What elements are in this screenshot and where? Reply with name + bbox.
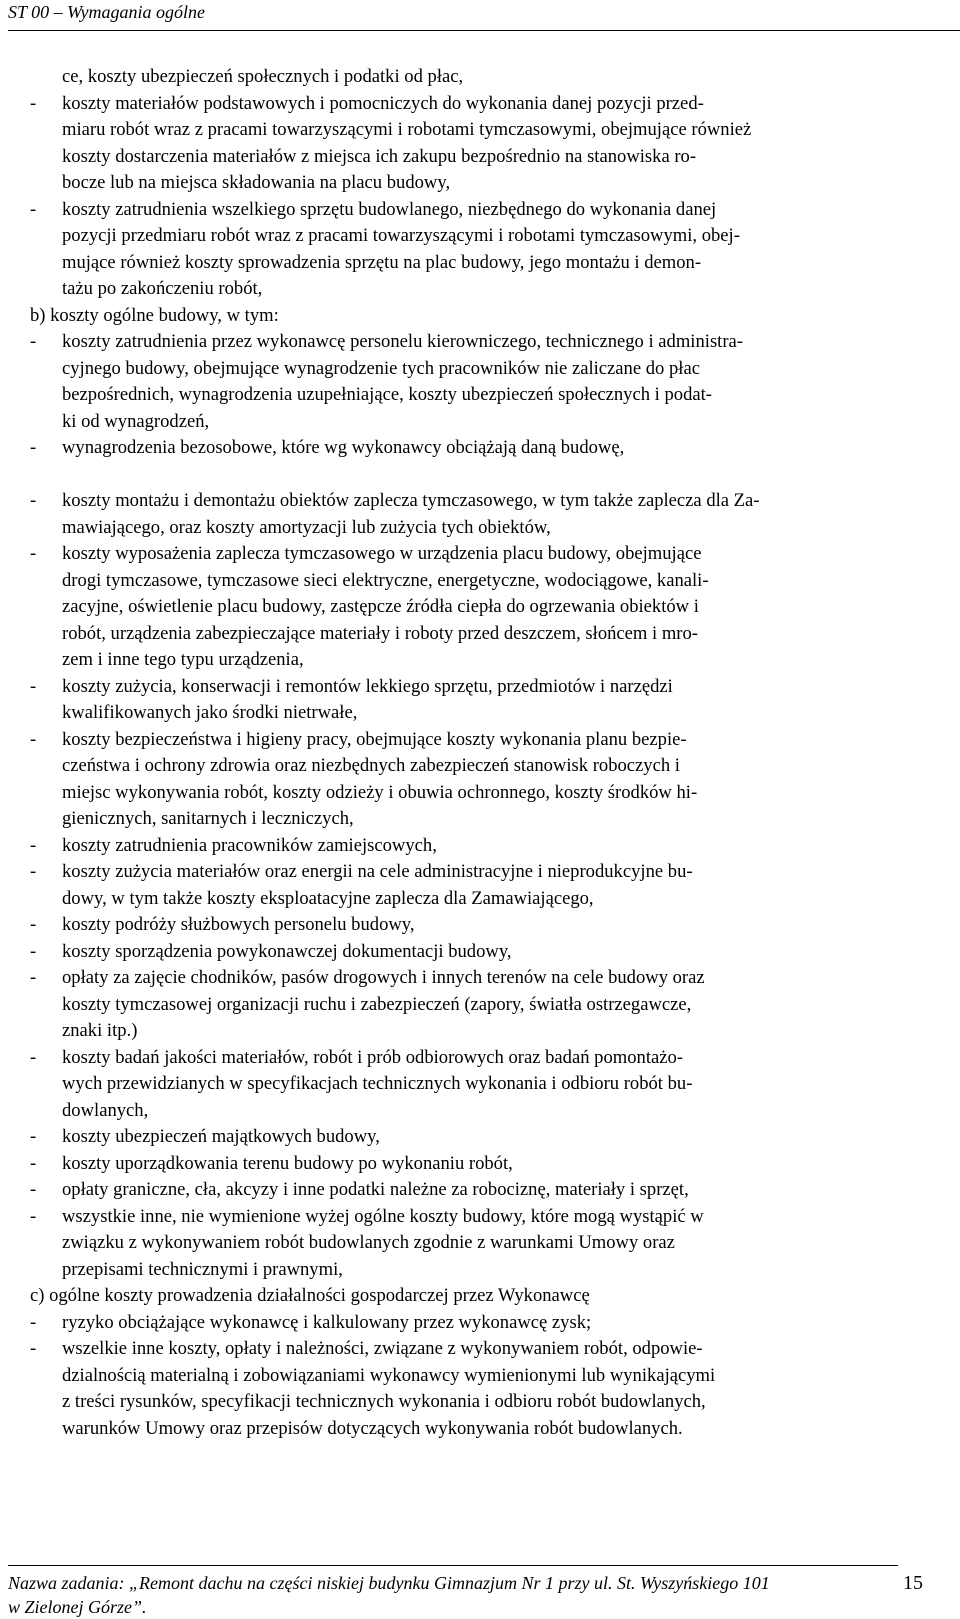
- line-text: zacyjne, oświetlenie placu budowy, zastępcze źródła ciepła do ogrzewania obiektów i: [62, 596, 699, 617]
- line-text: koszty bezpieczeństwa i higieny pracy, obejmujące koszty wykonania planu bezpie-: [62, 728, 687, 750]
- list-bullet: -: [30, 198, 37, 220]
- line-text: związku z wykonywaniem robót budowlanych zgodnie z warunkami Umowy oraz: [62, 1232, 675, 1253]
- line-text: koszty montażu i demontażu obiektów zaplecza tymczasowego, w tym także zaplecza dla Za-: [62, 490, 760, 511]
- line-text: wszelkie inne koszty, opłaty i należności, związane z wykonywaniem robót, odpowie-: [62, 1338, 703, 1359]
- page-number: 15: [903, 1572, 923, 1594]
- footer-task-name: [8, 1571, 770, 1619]
- line-text: opłaty za zajęcie chodników, pasów drogowych i innych terenów na cele budowy oraz: [62, 967, 705, 988]
- list-bullet: -: [30, 940, 37, 962]
- list-item-line: [30, 435, 930, 462]
- line-text: znaki itp.): [62, 1020, 138, 1041]
- continuation-line: [30, 144, 930, 171]
- continuation-line: [30, 117, 930, 144]
- line-text: przepisami technicznymi i prawnymi,: [62, 1258, 343, 1280]
- continuation-line: [30, 568, 930, 595]
- line-text: koszty sporządzenia powykonawczej dokumentacji budowy,: [62, 940, 512, 962]
- continuation-line: [30, 223, 930, 250]
- continuation-line: [30, 1018, 930, 1045]
- line-text: koszty materiałów podstawowych i pomocniczych do wykonania danej pozycji przed-: [62, 92, 704, 114]
- list-bullet: -: [30, 967, 37, 988]
- continuation-line: [30, 647, 930, 674]
- line-text: c) ogólne koszty prowadzenia działalności gospodarczej przez Wykonawcę: [30, 1285, 590, 1306]
- line-text: czeństwa i ochrony zdrowia oraz niezbędnych zabezpieczeń stanowisk roboczych i: [62, 755, 680, 776]
- line-text: ce, koszty ubezpieczeń społecznych i podatki od płac,: [62, 66, 464, 87]
- continuation-line: [30, 1389, 930, 1416]
- document-title: ST 00 – Wymagania ogólne: [8, 2, 206, 22]
- line-text: cyjnego budowy, obejmujące wynagrodzenie tych pracowników nie zaliczane do płac: [62, 357, 700, 379]
- list-bullet: -: [30, 675, 37, 697]
- list-bullet: -: [30, 331, 37, 352]
- page-header: [8, 0, 960, 31]
- list-item-line: [30, 488, 930, 515]
- line-text: bezpośrednich, wynagrodzenia uzupełniające, koszty ubezpieczeń społecznych i podat-: [62, 384, 712, 405]
- document-body: [30, 64, 930, 1442]
- continuation-line: [30, 64, 930, 91]
- list-bullet: -: [30, 861, 37, 882]
- line-text: koszty tymczasowej organizacji ruchu i zabezpieczeń (zapory, światła ostrzegawcze,: [62, 993, 692, 1015]
- section-heading: [30, 1283, 930, 1310]
- line-text: kwalifikowanych jako środki nietrwałe,: [62, 702, 358, 723]
- continuation-line: [30, 170, 930, 197]
- continuation-line: [30, 806, 930, 833]
- line-text: wych przewidzianych w specyfikacjach technicznych wykonania i odbioru robót bu-: [62, 1073, 693, 1094]
- list-bullet: -: [30, 834, 37, 856]
- list-item-line: [30, 833, 930, 860]
- list-item-line: [30, 727, 930, 754]
- line-text: miaru robót wraz z pracami towarzyszącymi i robotami tymczasowymi, obejmujące również: [62, 119, 752, 140]
- list-item-line: [30, 329, 930, 356]
- line-text: b) koszty ogólne budowy, w tym:: [30, 304, 279, 326]
- list-item-line: [30, 541, 930, 568]
- blank-line: [30, 462, 930, 489]
- list-item-line: [30, 197, 930, 224]
- line-text: z treści rysunków, specyfikacji technicznych wykonania i odbioru robót budowlanych,: [62, 1391, 706, 1412]
- line-text: robót, urządzenia zabezpieczające materiały i roboty przed deszczem, słońcem i mro-: [62, 622, 698, 644]
- line-text: koszty zużycia materiałów oraz energii na cele administracyjne i nieprodukcyjne bu-: [62, 861, 693, 882]
- list-item-line: [30, 1151, 930, 1178]
- list-bullet: -: [30, 1046, 37, 1068]
- continuation-line: [30, 515, 930, 542]
- list-bullet: -: [30, 1152, 37, 1174]
- list-item-line: [30, 912, 930, 939]
- list-item-line: [30, 1310, 930, 1337]
- line-text: mujące również koszty sprowadzenia sprzętu na plac budowy, jego montażu i demon-: [62, 251, 702, 273]
- continuation-line: [30, 1230, 930, 1257]
- continuation-line: [30, 276, 930, 303]
- line-text: gienicznych, sanitarnych i leczniczych,: [62, 808, 354, 829]
- list-bullet: -: [30, 1179, 37, 1200]
- continuation-line: [30, 356, 930, 383]
- continuation-line: [30, 886, 930, 913]
- list-item-line: [30, 1204, 930, 1231]
- continuation-line: [30, 1363, 930, 1390]
- continuation-line: [30, 753, 930, 780]
- list-item-line: [30, 1177, 930, 1204]
- line-text: miejsc wykonywania robót, koszty odzieży i obuwia ochronnego, koszty środków hi-: [62, 781, 698, 803]
- continuation-line: [30, 1098, 930, 1125]
- line-text: ki od wynagrodzeń,: [62, 410, 210, 432]
- footer-line-2: w Zielonej Górze”.: [8, 1597, 147, 1617]
- list-item-line: [30, 859, 930, 886]
- line-text: koszty podróży służbowych personelu budowy,: [62, 914, 415, 935]
- list-item-line: [30, 1045, 930, 1072]
- list-item-line: [30, 1124, 930, 1151]
- line-text: drogi tymczasowe, tymczasowe sieci elektryczne, energetyczne, wodociągowe, kanali-: [62, 569, 709, 591]
- list-bullet: -: [30, 1338, 37, 1359]
- line-text: koszty ubezpieczeń majątkowych budowy,: [62, 1126, 380, 1147]
- line-text: koszty zatrudnienia pracowników zamiejscowych,: [62, 834, 437, 856]
- list-bullet: -: [30, 543, 37, 564]
- list-bullet: -: [30, 1205, 37, 1227]
- list-bullet: -: [30, 490, 37, 511]
- continuation-line: [30, 700, 930, 727]
- line-text: dowy, w tym także koszty eksploatacyjne zaplecza dla Zamawiającego,: [62, 887, 594, 909]
- continuation-line: [30, 382, 930, 409]
- line-text: wszystkie inne, nie wymienione wyżej ogólne koszty budowy, które mogą wystąpić w: [62, 1205, 704, 1227]
- continuation-line: [30, 621, 930, 648]
- line-text: tażu po zakończeniu robót,: [62, 278, 263, 299]
- list-item-line: [30, 1336, 930, 1363]
- line-text: zem i inne tego typu urządzenia,: [62, 649, 304, 670]
- continuation-line: [30, 409, 930, 436]
- continuation-line: [30, 250, 930, 277]
- continuation-line: [30, 594, 930, 621]
- list-item-line: [30, 91, 930, 118]
- line-text: bocze lub na miejsca składowania na placu budowy,: [62, 172, 451, 193]
- line-text: dzialnością materialną i zobowiązaniami wykonawcy wymienionymi lub wynikającymi: [62, 1364, 716, 1386]
- footer-divider: [8, 1565, 898, 1566]
- list-bullet: -: [30, 437, 37, 458]
- continuation-line: [30, 1416, 930, 1443]
- line-text: mawiającego, oraz koszty amortyzacji lub zużycia tych obiektów,: [62, 516, 551, 538]
- list-bullet: -: [30, 914, 37, 935]
- line-text: koszty wyposażenia zaplecza tymczasowego w urządzenia placu budowy, obejmujące: [62, 543, 702, 564]
- footer-line-1: Nazwa zadania: „Remont dachu na części niskiej budynku Gimnazjum Nr 1 przy ul. St. Wyszyńskiego 101: [8, 1573, 770, 1593]
- list-bullet: -: [30, 728, 37, 750]
- line-text: wynagrodzenia bezosobowe, które wg wykonawcy obciążają daną budowę,: [62, 437, 625, 458]
- list-item-line: [30, 965, 930, 992]
- list-bullet: -: [30, 1311, 37, 1333]
- line-text: koszty zatrudnienia wszelkiego sprzętu budowlanego, niezbędnego do wykonania danej: [62, 198, 717, 220]
- list-bullet: -: [30, 92, 37, 114]
- continuation-line: [30, 1071, 930, 1098]
- line-text: koszty badań jakości materiałów, robót i prób odbiorowych oraz badań pomontażo-: [62, 1046, 683, 1068]
- line-text: warunków Umowy oraz przepisów dotyczących wykonywania robót budowlanych.: [62, 1417, 683, 1439]
- continuation-line: [30, 780, 930, 807]
- line-text: ryzyko obciążające wykonawcę i kalkulowany przez wykonawcę zysk;: [62, 1311, 592, 1333]
- line-text: koszty dostarczenia materiałów z miejsca ich zakupu bezpośrednio na stanowiska ro-: [62, 145, 697, 167]
- continuation-line: [30, 992, 930, 1019]
- line-text: pozycji przedmiaru robót wraz z pracami towarzyszącymi i robotami tymczasowymi, obej-: [62, 225, 740, 246]
- line-text: dowlanych,: [62, 1099, 149, 1121]
- line-text: koszty zużycia, konserwacji i remontów lekkiego sprzętu, przedmiotów i narzędzi: [62, 675, 673, 697]
- list-item-line: [30, 939, 930, 966]
- section-heading: [30, 303, 930, 330]
- line-text: koszty zatrudnienia przez wykonawcę personelu kierowniczego, technicznego i administra-: [62, 331, 743, 352]
- list-item-line: [30, 674, 930, 701]
- line-text: koszty uporządkowania terenu budowy po wykonaniu robót,: [62, 1152, 513, 1174]
- list-bullet: -: [30, 1126, 37, 1147]
- continuation-line: [30, 1257, 930, 1284]
- line-text: opłaty graniczne, cła, akcyzy i inne podatki należne za robociznę, materiały i sprzęt,: [62, 1179, 689, 1200]
